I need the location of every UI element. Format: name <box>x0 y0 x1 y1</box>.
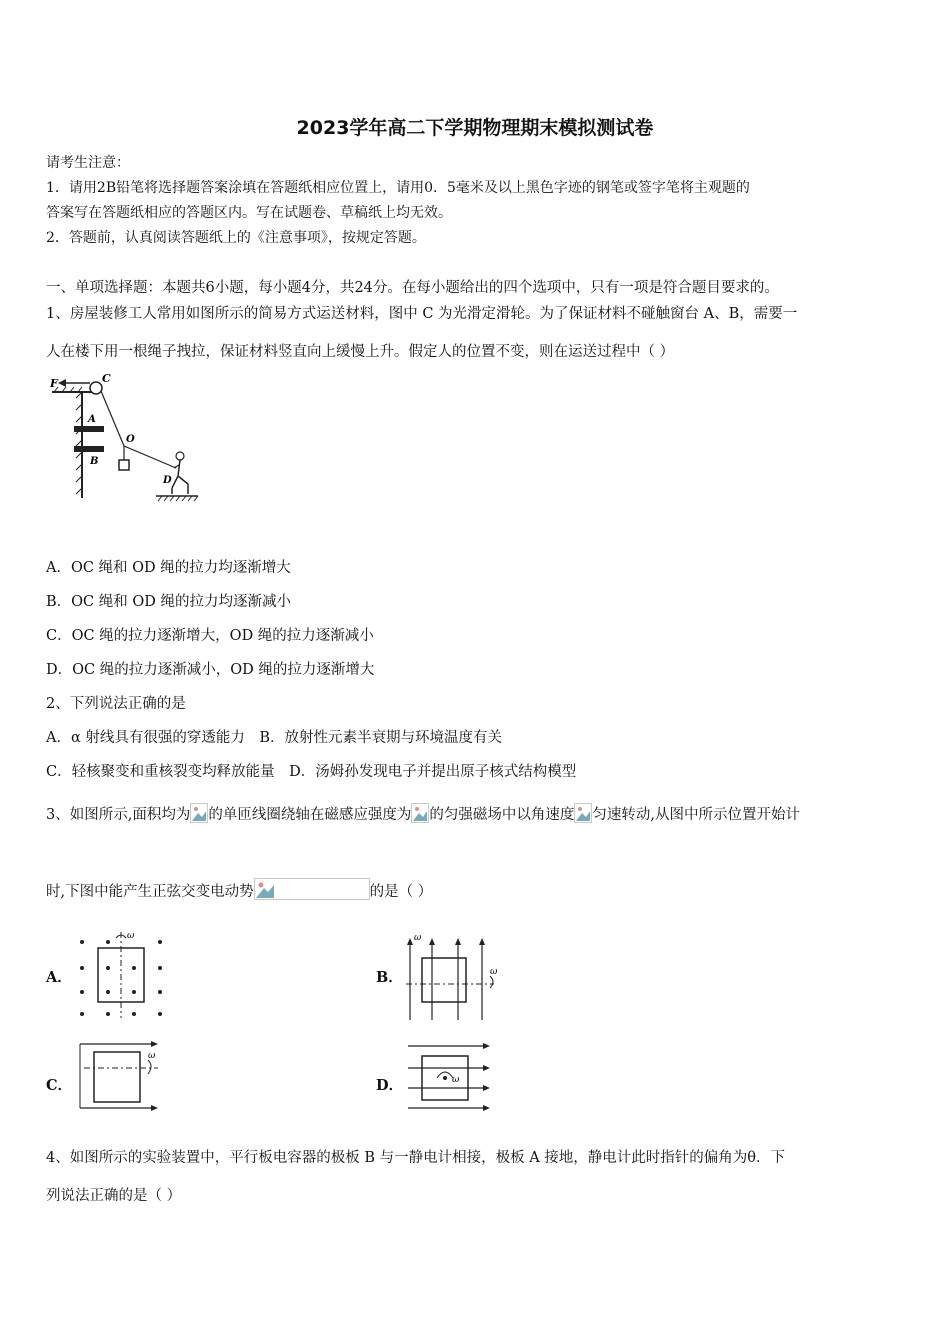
label-C: C <box>102 372 111 385</box>
question-1-option-d: D．OC 绳的拉力逐渐减小，OD 绳的拉力逐渐增大 <box>46 662 375 678</box>
question-3-option-b-label: B． <box>376 969 403 986</box>
question-3-text-3: 的匀强磁场中以角速度 <box>429 807 575 823</box>
broken-image-icon <box>574 803 592 823</box>
omega-label: ω <box>148 1051 156 1061</box>
page-title: 2023学年高二下学期物理期末模拟测试卷 <box>296 117 654 139</box>
notice-heading: 请考生注意： <box>46 155 130 171</box>
figure-a-coil <box>74 928 174 1020</box>
label-O: O <box>126 434 135 445</box>
omega-label: ω <box>452 1075 460 1085</box>
notice-item-1-line-1: 1．请用2B铅笔将选择题答案涂填在答题纸相应位置上，请用0．5毫米及以上黑色字迹的钢笔或签字笔将主观题的 <box>46 180 750 196</box>
question-3-option-c-label: C． <box>46 1077 73 1094</box>
question-3-option-d-label: D． <box>376 1077 404 1094</box>
broken-image-icon <box>411 803 429 823</box>
question-1-option-c: C．OC 绳的拉力逐渐增大，OD 绳的拉力逐渐减小 <box>46 628 374 644</box>
label-D: D <box>163 475 172 486</box>
omega-label: ω <box>490 967 498 977</box>
label-F: F <box>50 377 58 390</box>
omega-label: ω <box>414 933 422 943</box>
figure-d-coil <box>404 1038 496 1114</box>
label-B: B <box>90 456 99 467</box>
question-3-line-1 <box>46 803 800 824</box>
question-3-line-2 <box>46 878 432 901</box>
figure-b-coil <box>404 928 504 1024</box>
notice-item-2: 2．答题前，认真阅读答题纸上的《注意事项》，按规定答题。 <box>46 230 426 246</box>
pulley-figure <box>44 370 204 510</box>
question-3-text-1: 3、如图所示,面积均为 <box>46 807 191 823</box>
question-4-line-1: 4、如图所示的实验装置中，平行板电容器的极板 B 与一静电计相接，极板 A 接地，静电计此时指针的偏角为θ．下 <box>46 1150 786 1166</box>
figure-c-coil <box>74 1038 166 1114</box>
notice-item-1-line-2: 答案写在答题纸相应的答题区内。写在试题卷、草稿纸上均无效。 <box>46 205 452 221</box>
question-1-option-b: B．OC 绳和 OD 绳的拉力均逐渐减小 <box>46 594 291 610</box>
omega-label: ω <box>127 931 135 941</box>
section-heading: 一、单项选择题：本题共6小题，每小题4分，共24分。在每小题给出的四个选项中，只有一项是符合题目要求的。 <box>46 280 779 296</box>
question-1-line-2: 人在楼下用一根绳子拽拉，保证材料竖直向上缓慢上升。假定人的位置不变，则在运送过程中（ ） <box>46 344 675 360</box>
broken-image-icon <box>190 803 208 823</box>
question-3-option-a-label: A． <box>46 969 72 986</box>
question-3-text-6: 的是（ ） <box>369 884 433 900</box>
question-2-options-row-1: A．α 射线具有很强的穿透能力 B．放射性元素半衰期与环境温度有关 <box>46 730 503 746</box>
question-2-options-row-2: C．轻核聚变和重核裂变均释放能量 D．汤姆孙发现电子并提出原子核式结构模型 <box>46 764 577 780</box>
question-3-text-4: 匀速转动,从图中所示位置开始计 <box>592 807 800 823</box>
question-3-text-5: 时,下图中能产生正弦交变电动势 <box>46 884 254 900</box>
question-4-line-2: 列说法正确的是（ ） <box>46 1188 182 1204</box>
question-3-text-2: 的单匝线圈绕轴在磁感应强度为 <box>208 807 412 823</box>
question-1-option-a: A．OC 绳和 OD 绳的拉力均逐渐增大 <box>46 560 291 576</box>
question-1-line-1: 1、房屋装修工人常用如图所示的简易方式运送材料，图中 C 为光滑定滑轮。为了保证材料不碰触窗台 A、B，需要一 <box>46 306 798 322</box>
label-A: A <box>88 414 96 425</box>
broken-image-icon <box>254 878 370 900</box>
question-2-stem: 2、下列说法正确的是 <box>46 696 186 712</box>
